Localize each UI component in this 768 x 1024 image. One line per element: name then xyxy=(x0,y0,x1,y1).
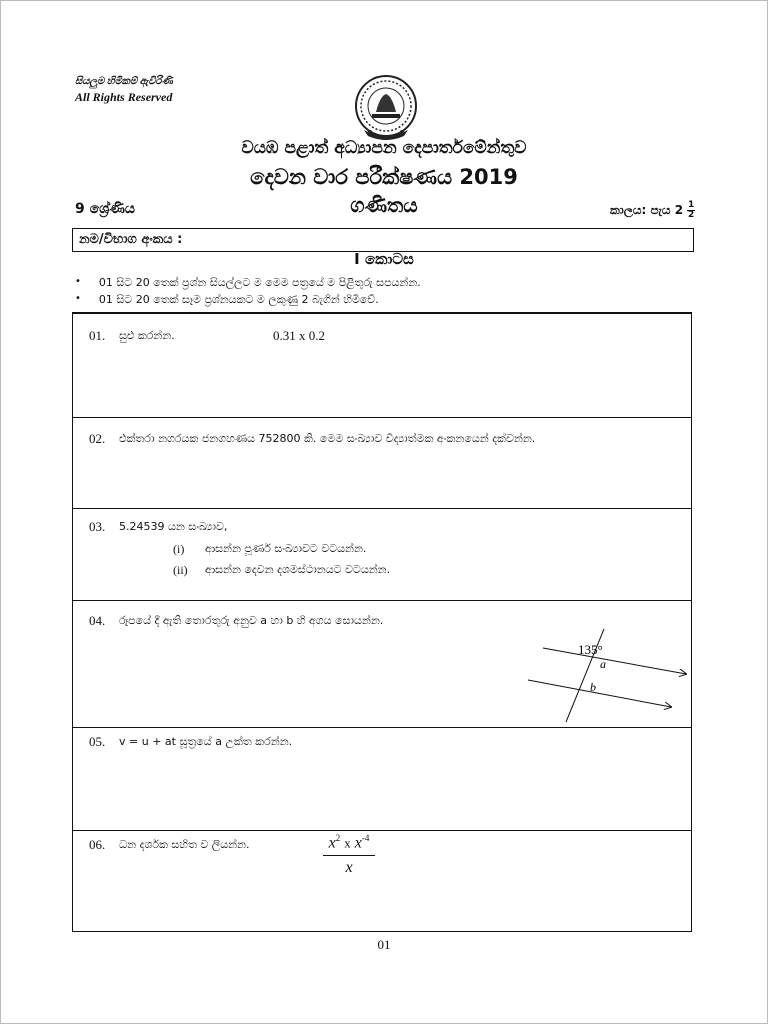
rights-english: All Rights Reserved xyxy=(75,90,173,104)
question-text: සුළු කරන්න. xyxy=(119,329,175,342)
question-06 xyxy=(73,831,691,932)
time-allowed xyxy=(610,201,695,220)
question-number: 02. xyxy=(89,431,106,446)
question-05 xyxy=(73,728,691,831)
question-number: 03. xyxy=(89,519,106,534)
instruction-item xyxy=(75,276,421,290)
question-part xyxy=(173,542,366,557)
question-02 xyxy=(73,418,691,509)
time-fraction xyxy=(687,201,695,220)
subject-title: ගණිතය xyxy=(350,193,418,217)
exam-title: දෙවන වාර පරීක්ෂණය 2019 xyxy=(250,165,518,189)
question-part xyxy=(173,563,390,578)
angle-label: 135° xyxy=(578,642,603,657)
part-text: ආසන්න දෙවන දශමස්ථානයට වටයන්න. xyxy=(205,563,391,576)
question-number: 05. xyxy=(89,734,106,749)
question-number: 04. xyxy=(89,613,106,628)
questions-table xyxy=(72,312,692,932)
parallel-lines-figure xyxy=(523,611,693,723)
fraction-numerator: $x^2$ x $x^{-4}$ xyxy=(328,833,370,852)
time-fraction-numerator: 1 xyxy=(687,200,695,210)
question-04 xyxy=(73,601,691,728)
part-heading: I කොටස xyxy=(354,250,414,268)
parallel-line-top xyxy=(543,648,686,674)
question-03 xyxy=(73,509,691,601)
question-01 xyxy=(73,314,691,418)
question-text: රූපයේ දී ඇති තොරතුරු අනුව a හා b හි අගය සොයන්න. xyxy=(119,614,384,627)
question-expression: 0.31 x 0.2 xyxy=(273,328,325,343)
part-text: ආසන්න පූර්ණ සංඛ්‍යාවට වටයන්න. xyxy=(205,542,367,555)
parallel-line-bottom xyxy=(528,680,671,707)
bullet-icon: • xyxy=(75,293,81,304)
question-text: ධන දර්ශක සහිත ව ලියන්න. xyxy=(119,838,250,851)
part-label: (ii) xyxy=(173,563,188,577)
fraction-expression xyxy=(323,833,375,877)
rights-sinhala: සියලුම හිමිකම් ඇවිරිණි xyxy=(75,76,173,87)
grade-label: 9 ශ්‍රේණිය xyxy=(75,201,135,217)
time-fraction-denominator: 2 xyxy=(687,210,695,220)
time-label: කාලය: පැය 2 xyxy=(610,203,684,217)
question-number: 01. xyxy=(89,328,106,343)
question-text: v = u + at සූත්‍රයේ a උක්ත කරන්න. xyxy=(119,735,293,748)
sri-lanka-emblem-icon xyxy=(350,72,422,144)
question-text: 5.24539 යන සංඛ්‍යාව, xyxy=(119,520,228,533)
question-number: 06. xyxy=(89,837,106,852)
angle-b-label: b xyxy=(590,680,596,694)
page-number: 01 xyxy=(377,937,391,952)
angle-a-label: a xyxy=(600,657,606,671)
department-name: වයඹ පළාත් අධ්‍යාපන දෙපාර්තමේන්තුව xyxy=(241,138,527,158)
fraction-denominator: x xyxy=(345,859,353,877)
name-index-label: නම/විභාග අංකය : xyxy=(79,232,183,247)
part-label: (i) xyxy=(173,542,185,556)
name-index-box[interactable] xyxy=(72,228,694,252)
bullet-icon: • xyxy=(75,276,81,287)
instruction-text: 01 සිට 20 තෙක් සෑම ප්‍රශ්නයකට ම ලකුණු 2 බැගින් හිමිවේ. xyxy=(98,293,379,306)
instruction-item xyxy=(75,293,379,307)
instruction-text: 01 සිට 20 තෙක් ප්‍රශ්න සියල්ලට ම මෙම පත්‍රයේ ම පිළිතුරු සපයන්න. xyxy=(98,276,421,289)
question-text: එක්තරා නගරයක ජනගහණය 752800 කි. මෙම සංඛ්‍යාව විද්‍යාත්මක අංකනයෙන් දක්වන්න. xyxy=(119,432,536,445)
